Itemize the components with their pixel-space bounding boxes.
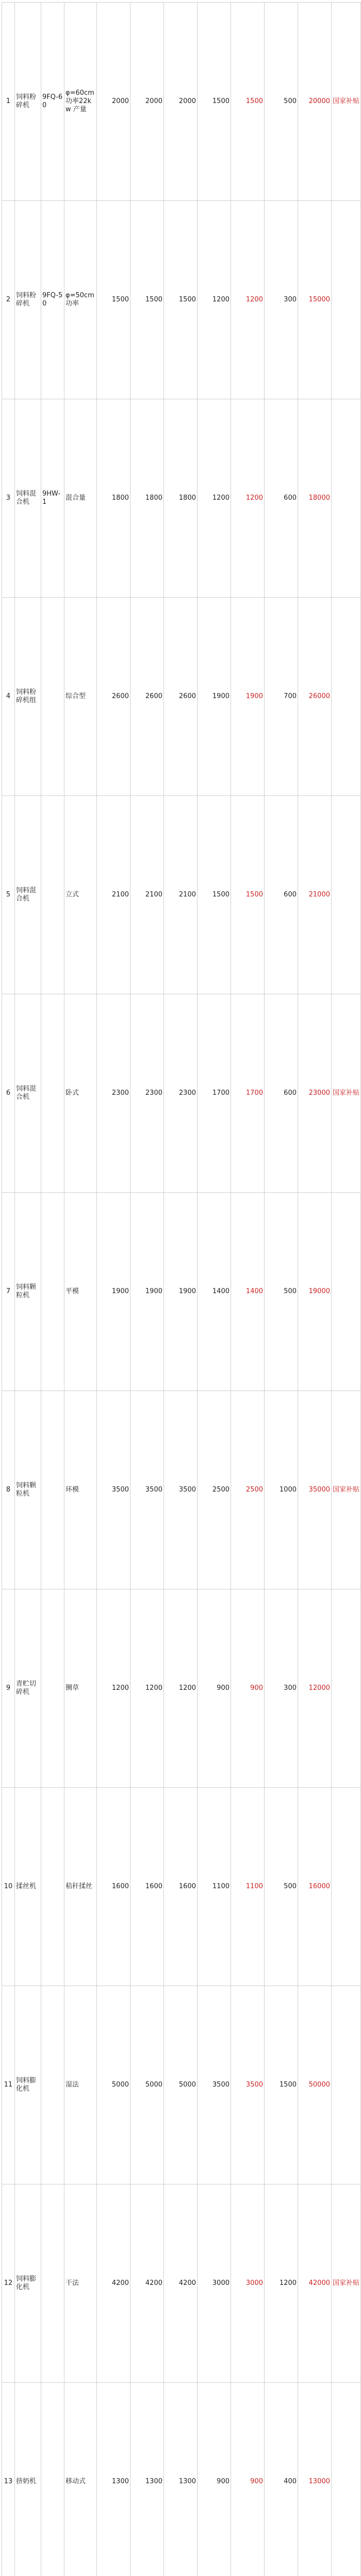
cell-spec: 混合量 [64, 399, 97, 598]
cell-spec: 干法 [64, 2184, 97, 2383]
cell-note [332, 598, 361, 796]
cell-note: 国家补贴 [332, 3, 361, 201]
cell-c2: 2000 [130, 3, 164, 201]
cell-spec: 铡草 [64, 1589, 97, 1788]
table-row [2, 3, 361, 201]
cell-c3: 2100 [164, 796, 198, 994]
cell-c5: 1400 [231, 1193, 265, 1391]
cell-spec: 综合型 [64, 598, 97, 796]
cell-c7: 13000 [298, 2383, 332, 2576]
cell-spec: 移动式 [64, 2383, 97, 2576]
cell-c3: 1300 [164, 2383, 198, 2576]
cell-c1: 1800 [97, 399, 130, 598]
cell-name: 饲料膨化机 [15, 1986, 41, 2184]
cell-c2: 1500 [130, 201, 164, 399]
cell-c7: 35000 [298, 1391, 332, 1589]
cell-c5: 1500 [231, 3, 265, 201]
cell-c5: 1200 [231, 399, 265, 598]
cell-name: 饲料混合机 [15, 399, 41, 598]
table-row [2, 2383, 361, 2576]
cell-c2: 5000 [130, 1986, 164, 2184]
cell-c6: 500 [265, 1193, 298, 1391]
cell-c1: 1200 [97, 1589, 130, 1788]
cell-c4: 3500 [198, 1986, 231, 2184]
cell-spec: 湿法 [64, 1986, 97, 2184]
cell-spec: 卧式 [64, 994, 97, 1193]
cell-c7: 50000 [298, 1986, 332, 2184]
cell-c6: 600 [265, 399, 298, 598]
cell-c3: 3500 [164, 1391, 198, 1589]
cell-name: 饲料混合机 [15, 994, 41, 1193]
cell-idx: 7 [2, 1193, 15, 1391]
cell-c2: 3500 [130, 1391, 164, 1589]
cell-idx: 6 [2, 994, 15, 1193]
table-row [2, 598, 361, 796]
cell-spec: 环模 [64, 1391, 97, 1589]
cell-c6: 300 [265, 1589, 298, 1788]
cell-name: 饲料粉碎机 [15, 201, 41, 399]
cell-c3: 2600 [164, 598, 198, 796]
cell-c4: 1500 [198, 3, 231, 201]
cell-idx: 11 [2, 1986, 15, 2184]
cell-c7: 23000 [298, 994, 332, 1193]
cell-c6: 700 [265, 598, 298, 796]
cell-c1: 4200 [97, 2184, 130, 2383]
cell-c6: 400 [265, 2383, 298, 2576]
price-table [2, 2, 361, 2576]
cell-model: 9FQ-60 [41, 3, 64, 201]
cell-note: 国家补贴 [332, 994, 361, 1193]
cell-c6: 600 [265, 994, 298, 1193]
cell-model [41, 994, 64, 1193]
cell-c3: 1600 [164, 1788, 198, 1986]
cell-c1: 1900 [97, 1193, 130, 1391]
cell-c2: 2100 [130, 796, 164, 994]
cell-c4: 1900 [198, 598, 231, 796]
cell-c6: 600 [265, 796, 298, 994]
cell-name: 饲料膨化机 [15, 2184, 41, 2383]
cell-c2: 1600 [130, 1788, 164, 1986]
cell-note: 国家补贴 [332, 2184, 361, 2383]
cell-c7: 15000 [298, 201, 332, 399]
cell-c1: 2300 [97, 994, 130, 1193]
cell-note [332, 796, 361, 994]
cell-name: 饲料混合机 [15, 796, 41, 994]
cell-model [41, 2383, 64, 2576]
cell-note: 国家补贴 [332, 1391, 361, 1589]
cell-c4: 1200 [198, 201, 231, 399]
cell-model [41, 1193, 64, 1391]
cell-spec: φ=50cm 功率 [64, 201, 97, 399]
cell-c3: 1900 [164, 1193, 198, 1391]
cell-c5: 2500 [231, 1391, 265, 1589]
cell-c3: 2000 [164, 3, 198, 201]
cell-idx: 8 [2, 1391, 15, 1589]
cell-name: 饲料粉碎机 [15, 3, 41, 201]
cell-model [41, 2184, 64, 2383]
cell-idx: 1 [2, 3, 15, 201]
cell-c2: 1300 [130, 2383, 164, 2576]
cell-c1: 2600 [97, 598, 130, 796]
cell-c1: 1300 [97, 2383, 130, 2576]
cell-model: 9FQ-50 [41, 201, 64, 399]
cell-idx: 10 [2, 1788, 15, 1986]
cell-c1: 3500 [97, 1391, 130, 1589]
cell-c2: 2600 [130, 598, 164, 796]
cell-c4: 900 [198, 2383, 231, 2576]
cell-c1: 1500 [97, 201, 130, 399]
cell-c7: 26000 [298, 598, 332, 796]
table-row [2, 796, 361, 994]
table-row [2, 1391, 361, 1589]
cell-c1: 2100 [97, 796, 130, 994]
table-row [2, 1788, 361, 1986]
cell-c6: 500 [265, 3, 298, 201]
cell-idx: 9 [2, 1589, 15, 1788]
cell-model [41, 1788, 64, 1986]
cell-c7: 20000 [298, 3, 332, 201]
cell-name: 青贮切碎机 [15, 1589, 41, 1788]
cell-model: 9HW-1 [41, 399, 64, 598]
cell-c2: 1200 [130, 1589, 164, 1788]
cell-note [332, 1589, 361, 1788]
cell-c4: 1100 [198, 1788, 231, 1986]
cell-c7: 18000 [298, 399, 332, 598]
table-row [2, 2184, 361, 2383]
cell-c4: 1200 [198, 399, 231, 598]
cell-model [41, 1986, 64, 2184]
cell-c1: 5000 [97, 1986, 130, 2184]
cell-c7: 16000 [298, 1788, 332, 1986]
cell-c6: 1500 [265, 1986, 298, 2184]
cell-c4: 2500 [198, 1391, 231, 1589]
cell-c2: 4200 [130, 2184, 164, 2383]
cell-c6: 1000 [265, 1391, 298, 1589]
cell-c4: 1700 [198, 994, 231, 1193]
cell-c7: 21000 [298, 796, 332, 994]
cell-spec: φ=60cm 功率22kw 产量 [64, 3, 97, 201]
cell-c3: 4200 [164, 2184, 198, 2383]
cell-c5: 1100 [231, 1788, 265, 1986]
cell-c7: 19000 [298, 1193, 332, 1391]
table-row [2, 1193, 361, 1391]
cell-c6: 300 [265, 201, 298, 399]
cell-c7: 42000 [298, 2184, 332, 2383]
cell-note [332, 201, 361, 399]
cell-c3: 1200 [164, 1589, 198, 1788]
cell-c7: 12000 [298, 1589, 332, 1788]
cell-c3: 1800 [164, 399, 198, 598]
cell-idx: 5 [2, 796, 15, 994]
cell-c6: 1200 [265, 2184, 298, 2383]
cell-c2: 1900 [130, 1193, 164, 1391]
table-row [2, 201, 361, 399]
cell-c5: 1500 [231, 796, 265, 994]
cell-model [41, 1589, 64, 1788]
table-row [2, 994, 361, 1193]
cell-spec: 立式 [64, 796, 97, 994]
cell-c4: 1500 [198, 796, 231, 994]
cell-model [41, 1391, 64, 1589]
cell-c4: 900 [198, 1589, 231, 1788]
cell-c2: 1800 [130, 399, 164, 598]
cell-name: 揉丝机 [15, 1788, 41, 1986]
table-row [2, 399, 361, 598]
cell-idx: 3 [2, 399, 15, 598]
cell-model [41, 598, 64, 796]
cell-c1: 2000 [97, 3, 130, 201]
price-table-body [2, 3, 361, 2576]
cell-name: 饲料颗粒机 [15, 1391, 41, 1589]
cell-note [332, 399, 361, 598]
cell-c4: 1400 [198, 1193, 231, 1391]
cell-name: 饲料粉碎机组 [15, 598, 41, 796]
cell-idx: 2 [2, 201, 15, 399]
table-row [2, 1986, 361, 2184]
cell-note [332, 1788, 361, 1986]
cell-c5: 3500 [231, 1986, 265, 2184]
cell-note [332, 1193, 361, 1391]
cell-note [332, 2383, 361, 2576]
table-row [2, 1589, 361, 1788]
cell-c5: 900 [231, 1589, 265, 1788]
cell-c5: 3000 [231, 2184, 265, 2383]
cell-c5: 1200 [231, 201, 265, 399]
cell-spec: 平模 [64, 1193, 97, 1391]
cell-c3: 5000 [164, 1986, 198, 2184]
cell-c2: 2300 [130, 994, 164, 1193]
cell-c1: 1600 [97, 1788, 130, 1986]
cell-idx: 13 [2, 2383, 15, 2576]
cell-idx: 12 [2, 2184, 15, 2383]
cell-c6: 500 [265, 1788, 298, 1986]
cell-spec: 秸秆揉丝 [64, 1788, 97, 1986]
cell-idx: 4 [2, 598, 15, 796]
cell-c3: 1500 [164, 201, 198, 399]
cell-model [41, 796, 64, 994]
cell-c5: 1700 [231, 994, 265, 1193]
cell-c5: 900 [231, 2383, 265, 2576]
cell-c4: 3000 [198, 2184, 231, 2383]
cell-name: 挤奶机 [15, 2383, 41, 2576]
cell-note [332, 1986, 361, 2184]
cell-c3: 2300 [164, 994, 198, 1193]
cell-name: 饲料颗粒机 [15, 1193, 41, 1391]
cell-c5: 1900 [231, 598, 265, 796]
